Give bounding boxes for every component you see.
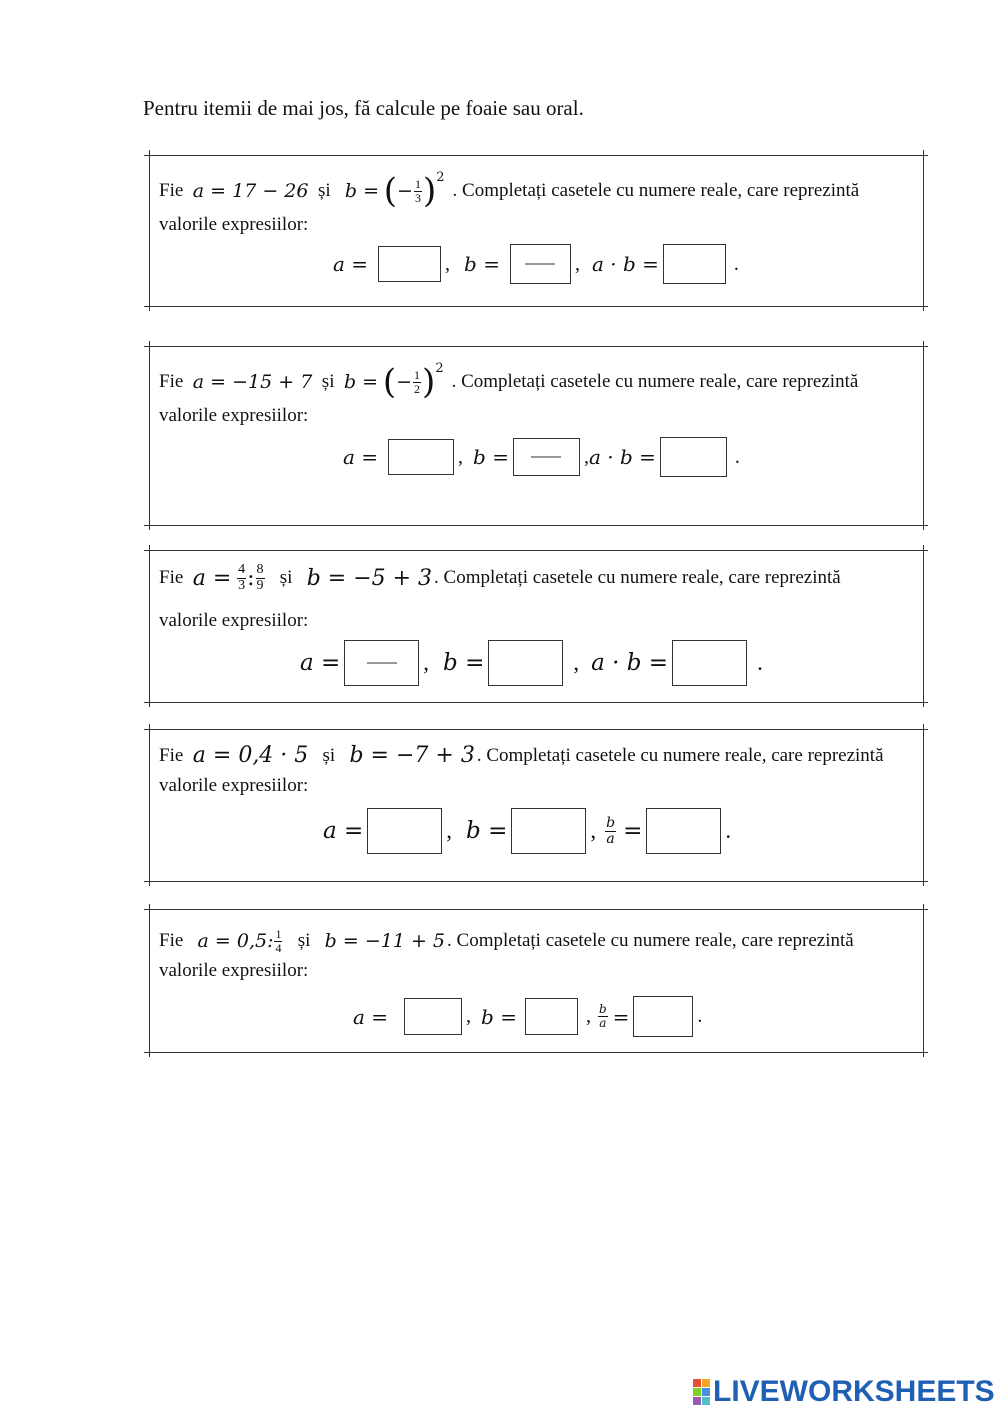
logo-square xyxy=(702,1397,710,1405)
completion-text: . Completați casetele cu numere reale, care reprezintă xyxy=(451,371,859,392)
a-lhs: a = 0,5: xyxy=(197,930,274,953)
liveworksheets-logo xyxy=(693,1375,995,1409)
exercise-panel-1 xyxy=(149,155,924,307)
period: . xyxy=(734,445,740,468)
answer-b-label: b = xyxy=(443,650,485,676)
b-over-a-fraction: $\frac{b}{a}$ xyxy=(606,814,616,847)
fraction-bar-icon xyxy=(367,663,397,664)
answer-b-label: b = xyxy=(466,818,508,844)
b-lhs: b = xyxy=(344,180,380,202)
crop-mark xyxy=(149,341,150,351)
logo-square xyxy=(693,1397,701,1405)
answer-ratio-box[interactable] xyxy=(646,808,721,854)
paren-close: ) xyxy=(422,171,437,211)
line2-text: valorile expresiilor: xyxy=(159,610,309,631)
exercise-statement xyxy=(159,743,913,768)
answer-ab-box[interactable] xyxy=(672,640,747,686)
and-label: și xyxy=(297,930,311,952)
and-label: și xyxy=(279,567,293,589)
crop-mark xyxy=(923,520,924,530)
exponent: 2 xyxy=(436,170,445,185)
comma: , xyxy=(585,1005,591,1027)
period: . xyxy=(725,818,732,843)
and-label: și xyxy=(322,744,336,766)
crop-mark xyxy=(149,724,150,734)
exercise-panel-5 xyxy=(149,909,924,1053)
line2-text: valorile expresiilor: xyxy=(159,960,309,981)
answer-ab-label: a · b = xyxy=(591,252,659,276)
crop-mark xyxy=(923,150,924,160)
b-lhs: b = xyxy=(343,371,379,393)
comma: , xyxy=(574,252,580,275)
answer-a-box[interactable] xyxy=(388,439,454,475)
exercise-panel-3 xyxy=(149,550,924,703)
answer-a-label: a = xyxy=(323,818,364,844)
division-sign: : xyxy=(247,565,255,591)
minus-sign: − xyxy=(396,371,413,393)
answer-a-label: a = xyxy=(333,252,369,276)
exercise-statement xyxy=(159,928,913,954)
b-definition: b = −7 + 3 xyxy=(349,743,475,768)
exercise-statement xyxy=(159,170,913,211)
intro-text: Pentru itemii de mai jos, fă calcule pe foaie sau oral. xyxy=(143,96,584,120)
line2-text: valorile expresiilor: xyxy=(159,405,309,426)
b-fraction: $\frac{1}{2}$ xyxy=(414,367,421,396)
answer-row xyxy=(353,996,702,1037)
logo-square xyxy=(693,1379,701,1387)
answer-b-fraction-box[interactable] xyxy=(510,244,571,284)
answer-b-label: b = xyxy=(473,445,509,469)
comma: , xyxy=(423,650,430,675)
comma: , xyxy=(466,1005,472,1027)
crop-mark xyxy=(923,341,924,351)
answer-row xyxy=(333,244,739,284)
b-over-a-fraction: $\frac{b}{a}$ xyxy=(598,1002,607,1030)
a-definition: a = 17 − 26 xyxy=(192,180,309,202)
exponent: 2 xyxy=(435,361,444,376)
exercise-panel-2 xyxy=(149,346,924,526)
fie-label: Fie xyxy=(159,567,184,589)
completion-text: . Completați casetele cu numere reale, care reprezintă xyxy=(452,180,860,201)
and-label: și xyxy=(321,371,335,392)
completion-text: . Completați casetele cu numere reale, care reprezintă xyxy=(434,567,841,589)
fraction-bar-icon xyxy=(525,264,555,265)
crop-mark xyxy=(149,904,150,914)
answer-b-box[interactable] xyxy=(488,640,563,686)
b-definition: b = −11 + 5 xyxy=(324,930,446,953)
a-fraction-1: $\frac{4}{3}$ xyxy=(238,562,246,593)
answer-ab-label: a · b = xyxy=(588,445,656,469)
answer-b-label: b = xyxy=(464,252,500,276)
answer-a-label: a = xyxy=(343,445,379,469)
a-fraction-2: $\frac{8}{9}$ xyxy=(256,562,264,593)
crop-mark xyxy=(923,724,924,734)
fie-label: Fie xyxy=(159,371,184,392)
a-definition: a = −15 + 7 xyxy=(192,371,313,393)
answer-row xyxy=(323,808,731,854)
crop-mark xyxy=(923,301,924,311)
fie-label: Fie xyxy=(159,930,184,952)
comma: , xyxy=(573,650,580,675)
line2-text: valorile expresiilor: xyxy=(159,775,309,796)
answer-a-fraction-box[interactable] xyxy=(344,640,419,686)
paren-open: ( xyxy=(382,362,397,402)
answer-a-box[interactable] xyxy=(367,808,442,854)
logo-wordmark: LIVEWORKSHEETS xyxy=(713,1375,995,1408)
crop-mark xyxy=(923,876,924,886)
crop-mark xyxy=(149,150,150,160)
a-fraction: $\frac{1}{4}$ xyxy=(275,927,282,955)
answer-ab-box[interactable] xyxy=(660,437,727,477)
period: . xyxy=(733,252,739,275)
completion-text: . Completați casetele cu numere reale, care reprezintă xyxy=(447,930,854,952)
answer-b-box[interactable] xyxy=(511,808,586,854)
logo-square xyxy=(702,1379,710,1387)
crop-mark xyxy=(149,876,150,886)
a-lhs: a = xyxy=(192,565,232,591)
answer-ab-box[interactable] xyxy=(663,244,726,284)
paren-close: ) xyxy=(422,362,436,402)
crop-mark xyxy=(923,1047,924,1057)
and-label: și xyxy=(317,180,331,201)
answer-a-label: a = xyxy=(300,650,341,676)
answer-a-box[interactable] xyxy=(378,246,441,282)
comma: , xyxy=(458,445,464,468)
answer-b-fraction-box[interactable] xyxy=(513,438,580,476)
exercise-statement xyxy=(159,563,913,593)
line2-text: valorile expresiilor: xyxy=(159,214,309,235)
fie-label: Fie xyxy=(159,744,184,766)
crop-mark xyxy=(149,301,150,311)
crop-mark xyxy=(923,904,924,914)
b-fraction: $\frac{1}{3}$ xyxy=(414,176,421,205)
equals-sign: = xyxy=(612,1004,630,1029)
comma: , xyxy=(446,818,453,843)
b-definition: b = −5 + 3 xyxy=(306,565,433,591)
crop-mark xyxy=(923,697,924,707)
exercise-statement xyxy=(159,361,913,402)
comma: , xyxy=(590,818,597,843)
exercise-panel-4 xyxy=(149,729,924,882)
completion-text: . Completați casetele cu numere reale, care reprezintă xyxy=(476,744,884,766)
answer-b-label: b = xyxy=(481,1004,517,1029)
fie-label: Fie xyxy=(159,180,184,201)
fraction-bar-icon xyxy=(531,457,561,458)
answer-row xyxy=(343,437,740,477)
paren-open: ( xyxy=(383,171,398,211)
period: . xyxy=(757,650,763,675)
crop-mark xyxy=(149,697,150,707)
comma: , xyxy=(583,445,589,468)
crop-mark xyxy=(149,545,150,555)
minus-sign: − xyxy=(397,180,413,202)
answer-a-box[interactable] xyxy=(404,998,462,1035)
comma: , xyxy=(445,252,451,275)
logo-square xyxy=(702,1388,710,1396)
answer-a-label: a = xyxy=(353,1004,389,1029)
crop-mark xyxy=(149,1047,150,1057)
logo-square xyxy=(693,1388,701,1396)
a-definition: a = 0,4 · 5 xyxy=(192,743,309,768)
crop-mark xyxy=(923,545,924,555)
equals-sign: = xyxy=(623,818,643,844)
answer-row xyxy=(300,640,763,686)
answer-ab-label: a · b = xyxy=(591,650,669,676)
answer-b-box[interactable] xyxy=(525,998,578,1035)
crop-mark xyxy=(149,520,150,530)
period: . xyxy=(697,1005,703,1027)
answer-ratio-box[interactable] xyxy=(633,996,693,1037)
logo-grid-icon xyxy=(693,1379,710,1405)
